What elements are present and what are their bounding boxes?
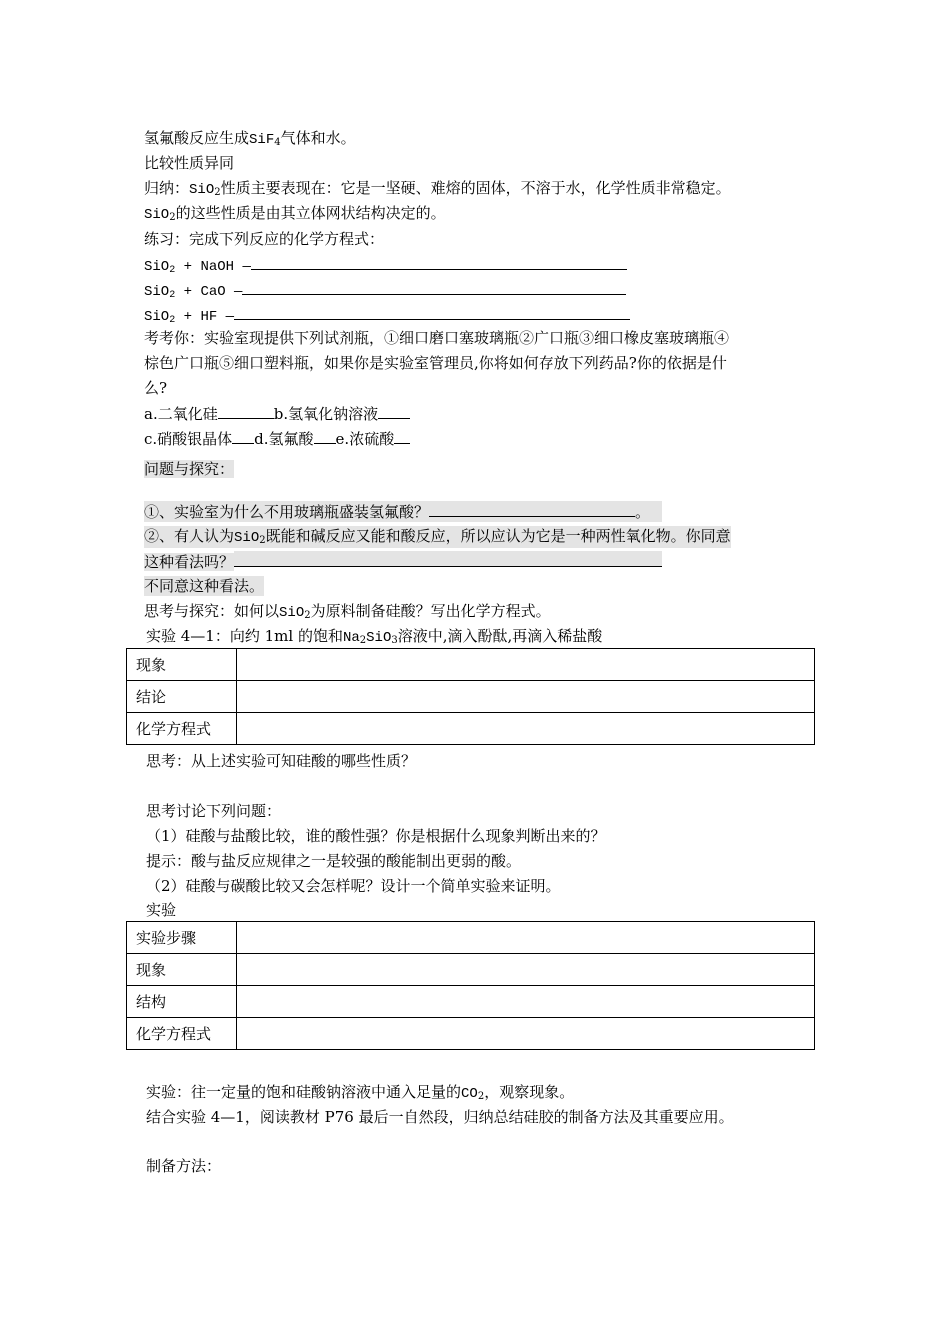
formula-subscript: 2 xyxy=(304,610,311,621)
answer-blank[interactable] xyxy=(429,501,635,517)
intro-line-1 xyxy=(144,128,356,150)
formula-subscript: 2 xyxy=(359,635,367,646)
problem-answer: 不同意这种看法。 xyxy=(144,577,265,595)
quiz-line-1: 考考你：实验室现提供下列试剂瓶，①细口磨口塞玻璃瓶②广口瓶③细口橡皮塞玻璃瓶④ xyxy=(144,329,730,347)
text: 溶液中,滴入酚酞,再滴入稀盐酸 xyxy=(397,627,603,645)
table-row xyxy=(127,954,815,986)
table-row xyxy=(127,713,815,745)
equation-2 xyxy=(144,279,626,302)
summary-line-2 xyxy=(144,203,446,225)
experiment-table-1 xyxy=(126,648,815,745)
formula: SiO xyxy=(189,182,215,198)
text: 的这些性质是由其立体网状结构决定的。 xyxy=(175,204,446,222)
text: 气体和水。 xyxy=(280,129,356,147)
formula-subscript: 2 xyxy=(169,265,176,276)
equation-text: + HF — xyxy=(175,309,235,325)
table-row xyxy=(127,649,815,681)
question-text: ②、有人认为 xyxy=(144,527,235,545)
answer-blank[interactable] xyxy=(234,304,630,320)
problem-title xyxy=(144,459,242,479)
final-experiment xyxy=(146,1082,574,1104)
table-row xyxy=(127,681,815,713)
question-text: ①、实验室为什么不用玻璃瓶盛装氢氟酸？ xyxy=(144,503,430,521)
discussion-title: 思考讨论下列问题： xyxy=(146,802,282,820)
experiment-4-1 xyxy=(146,626,602,648)
formula-subscript: 2 xyxy=(169,212,176,223)
equation-1 xyxy=(144,254,627,277)
question-text: 这种看法吗？ xyxy=(144,553,235,571)
summary-line-1 xyxy=(144,178,731,200)
text: 实验：往一定量的饱和硅酸钠溶液中通入足量的 xyxy=(146,1083,462,1101)
quiz-item-b: b.氢氧化钠溶液 xyxy=(273,405,379,423)
text: 实验 4—1：向约 1ml 的饱和 xyxy=(146,627,343,645)
equation-3 xyxy=(144,304,630,327)
text: 氢氟酸反应生成 xyxy=(144,129,250,147)
answer-blank[interactable] xyxy=(242,279,626,295)
intro-line-2: 比较性质异同 xyxy=(144,154,235,172)
formula: SiO xyxy=(144,207,170,223)
answer-cell[interactable] xyxy=(237,986,815,1018)
equation-text: + CaO — xyxy=(175,284,243,300)
text: 思考与探究：如何以 xyxy=(144,602,280,620)
quiz-items-2 xyxy=(144,428,410,449)
formula: Na xyxy=(342,630,360,646)
discussion-q1: （1）硅酸与盐酸比较，谁的酸性强？你是根据什么现象判断出来的？ xyxy=(146,827,606,845)
answer-blank[interactable] xyxy=(218,403,274,419)
formula-subscript: 2 xyxy=(214,187,221,198)
answer-blank[interactable] xyxy=(378,403,410,419)
answer-blank[interactable] xyxy=(394,428,410,444)
equation-text: + NaOH — xyxy=(175,259,251,275)
answer-cell[interactable] xyxy=(237,713,815,745)
summary-label: 归纳： xyxy=(144,179,190,197)
experiment-label: 实验 xyxy=(146,901,177,919)
text: ，观察现象。 xyxy=(484,1083,575,1101)
formula: SiO xyxy=(234,530,260,546)
formula: SiF xyxy=(249,132,275,148)
text: 为原料制备硅酸？写出化学方程式。 xyxy=(310,602,551,620)
question-text: 既能和碱反应又能和酸反应，所以应认为它是一种两性氧化物。你同意 xyxy=(265,527,731,545)
answer-blank[interactable] xyxy=(234,551,662,567)
discussion-q2: （2）硅酸与碳酸比较又会怎样呢？设计一个简单实验来证明。 xyxy=(146,877,561,895)
formula: CO xyxy=(461,1086,478,1102)
row-label: 现象 xyxy=(127,954,237,986)
problem-q2 xyxy=(144,526,731,548)
quiz-item-d: d.氢氟酸 xyxy=(254,430,314,448)
text: 。 xyxy=(635,503,651,521)
think-question: 思考：从上述实验可知硅酸的哪些性质？ xyxy=(146,752,417,770)
row-label: 现象 xyxy=(127,649,237,681)
row-label: 化学方程式 xyxy=(127,1018,237,1050)
row-label: 实验步骤 xyxy=(127,922,237,954)
preparation-method: 制备方法： xyxy=(146,1157,222,1175)
formula-subscript: 2 xyxy=(169,315,176,326)
quiz-line-3: 么? xyxy=(144,379,168,397)
formula-subscript: 4 xyxy=(274,137,281,148)
quiz-item-a: a.二氧化硅 xyxy=(144,405,218,423)
answer-cell[interactable] xyxy=(237,1018,815,1050)
quiz-line-2: 棕色广口瓶⑤细口塑料瓶，如果你是实验室管理员,你将如何存放下列药品?你的依据是什 xyxy=(144,354,727,372)
experiment-table-2 xyxy=(126,921,815,1050)
row-label: 结构 xyxy=(127,986,237,1018)
table-row xyxy=(127,986,815,1018)
answer-cell[interactable] xyxy=(237,649,815,681)
formula: SiO xyxy=(144,284,170,300)
practice-title: 练习：完成下列反应的化学方程式： xyxy=(144,230,385,248)
formula-subscript: 2 xyxy=(169,290,176,301)
problem-q2-line-2 xyxy=(144,551,662,572)
discussion-hint: 提示：酸与盐反应规律之一是较强的酸能制出更弱的酸。 xyxy=(146,852,522,870)
text: 性质主要表现在：它是一坚硬、难熔的固体，不溶于水，化学性质非常稳定。 xyxy=(220,179,731,197)
table-row xyxy=(127,1018,815,1050)
answer-cell[interactable] xyxy=(237,681,815,713)
problem-title-text: 问题与探究： xyxy=(144,460,235,478)
answer-cell[interactable] xyxy=(237,954,815,986)
formula: SiO xyxy=(366,630,392,646)
answer-blank[interactable] xyxy=(232,428,254,444)
answer-cell[interactable] xyxy=(237,922,815,954)
answer-blank[interactable] xyxy=(251,254,627,270)
formula-subscript: 2 xyxy=(477,1091,485,1102)
reading-task: 结合实验 4—1，阅读教材 P76 最后一自然段，归纳总结硅胶的制备方法及其重要应用。 xyxy=(146,1108,734,1126)
quiz-items-1 xyxy=(144,403,410,424)
formula: SiO xyxy=(144,259,170,275)
formula-subscript: 2 xyxy=(259,535,266,546)
formula: SiO xyxy=(144,309,170,325)
formula: SiO xyxy=(279,605,305,621)
answer-blank[interactable] xyxy=(314,428,336,444)
quiz-item-c: c.硝酸银晶体 xyxy=(144,430,233,448)
think-explore xyxy=(144,601,551,623)
quiz-item-e: e.浓硫酸 xyxy=(335,430,395,448)
row-label: 结论 xyxy=(127,681,237,713)
formula-subscript: 3 xyxy=(391,635,398,646)
problem-q1 xyxy=(144,501,662,522)
table-row xyxy=(127,922,815,954)
row-label: 化学方程式 xyxy=(127,713,237,745)
